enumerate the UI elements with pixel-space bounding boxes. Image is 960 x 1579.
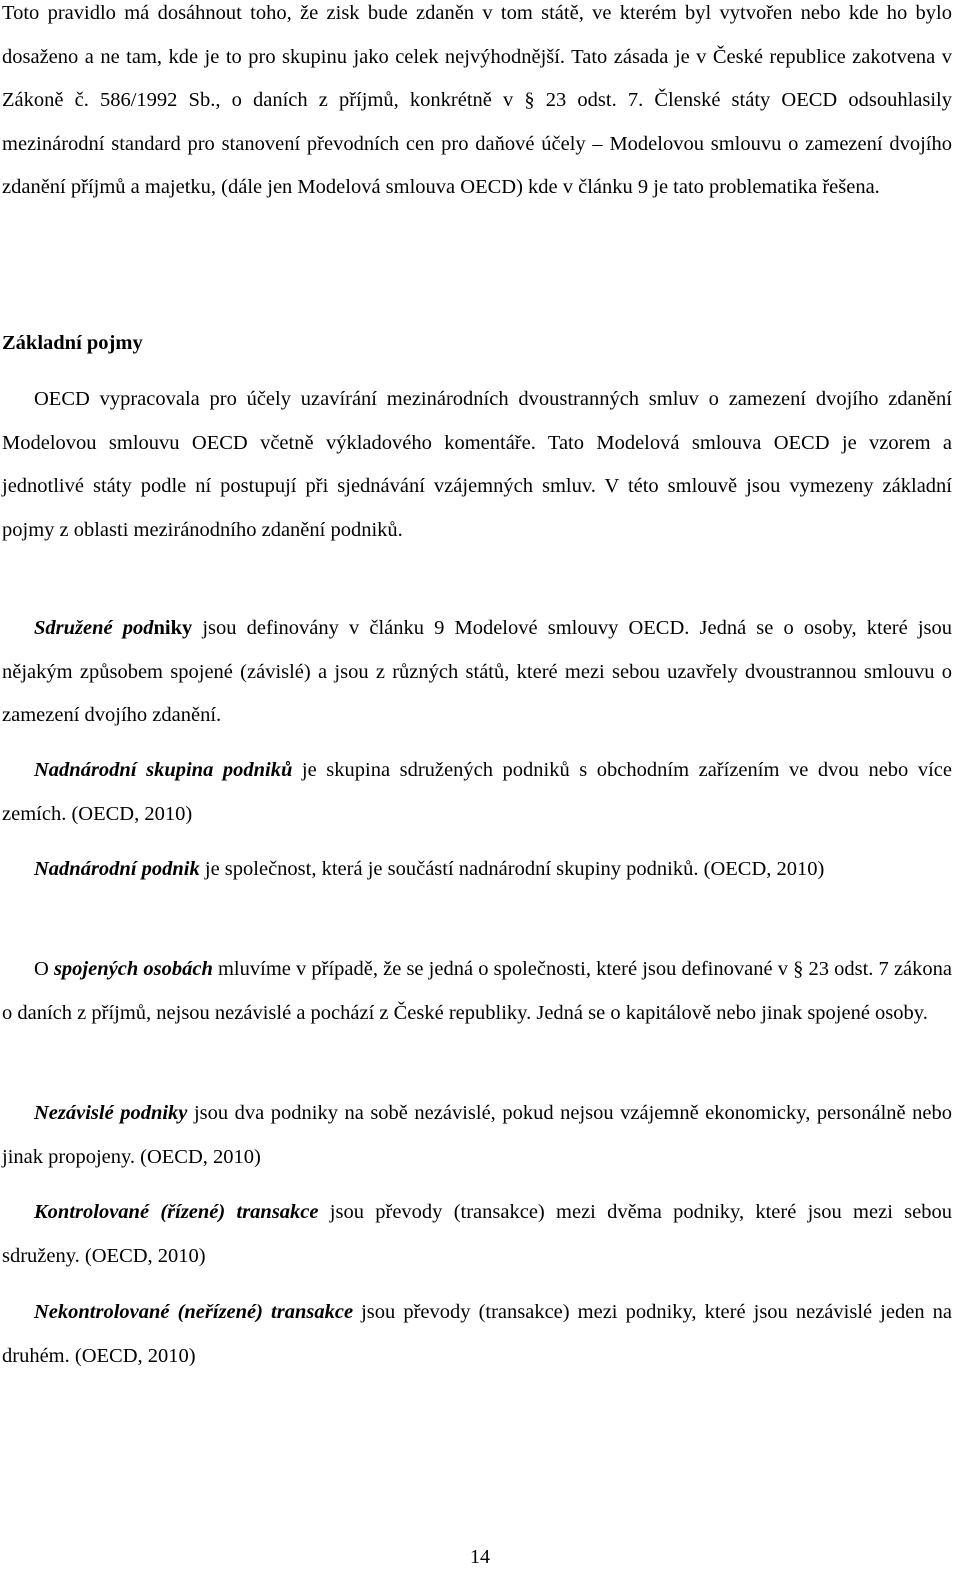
term-associated-enterprises-italic: Sdružené pod	[34, 617, 154, 639]
definition-multinational-enterprise	[2, 848, 952, 892]
term-uncontrolled-transactions: Nekontrolované (neřízené) transakce	[34, 1301, 354, 1323]
definition-independent-enterprises	[2, 1092, 952, 1179]
definition-multinational-group-text: je skupina sdružených podniků s obchodním zařízením ve dvou nebo více zemích. (OECD, 2010)	[2, 759, 952, 825]
term-multinational-enterprise: Nadnárodní podnik	[34, 858, 200, 880]
definition-multinational-group	[2, 749, 952, 836]
paragraph-oecd-model	[2, 378, 952, 552]
paragraph-intro-text: Toto pravidlo má dosáhnout toho, že zisk bude zdaněn v tom státě, ve kterém byl vytvořen nebo kde ho bylo dosaženo a ne tam, kde je to pro skupinu jako celek nejvýhodnější. Tato zásada je v České republice zakotvena v Zákoně č. 586/1992 Sb., o daních z příjmů, konkrétně v § 23 odst. 7. Členské státy OECD odsouhlasily mezinárodní standard pro stanovení převodních cen pro daňové účely – Modelovou smlouvu o zamezení dvojího zdanění příjmů a majetku, (dále jen Modelová smlouva OECD) kde v článku 9 je tato problematika řešena.	[2, 2, 952, 198]
definition-related-persons-prefix: O	[34, 958, 54, 980]
definition-associated-enterprises	[2, 607, 952, 738]
definition-multinational-enterprise-text: je společnost, která je součástí nadnárodní skupiny podniků. (OECD, 2010)	[199, 858, 825, 880]
term-related-persons: spojených osobách	[53, 958, 213, 980]
definition-uncontrolled-transactions-text: jsou převody (transakce) mezi podniky, které jsou nezávislé jeden na druhém. (OECD, 2010)	[2, 1301, 952, 1367]
page-number: 14	[470, 1546, 490, 1568]
term-independent-enterprises: Nezávislé podniky	[34, 1102, 188, 1124]
paragraph-oecd-model-text: OECD vypracovala pro účely uzavírání mezinárodních dvoustranných smluv o zamezení dvojího zdanění Modelovou smlouvu OECD včetně výkladového komentáře. Tato Modelová smlouva OECD je vzorem a jednotlivé státy podle ní postupují při sjednávání vzájemných smluv. V této smlouvě jsou vymezeny základní pojmy z oblasti meziránodního zdanění podniků.	[2, 388, 952, 541]
definition-uncontrolled-transactions	[2, 1291, 952, 1378]
definition-related-persons	[2, 948, 952, 1035]
term-associated-enterprises-bold: niky	[153, 617, 193, 639]
paragraph-intro	[2, 0, 952, 210]
term-multinational-group: Nadnárodní skupina podniků	[34, 759, 293, 781]
definition-controlled-transactions-text: jsou převody (transakce) mezi dvěma podniky, které jsou mezi sebou sdruženy. (OECD, 2010)	[2, 1201, 952, 1267]
term-controlled-transactions: Kontrolované (řízené) transakce	[34, 1201, 319, 1223]
section-heading: Základní pojmy	[2, 332, 143, 354]
definition-independent-enterprises-text: jsou dva podniky na sobě nezávislé, pokud nejsou vzájemně ekonomicky, personálně nebo jinak propojeny. (OECD, 2010)	[2, 1102, 952, 1168]
definition-associated-enterprises-text: jsou definovány v článku 9 Modelové smlouvy OECD. Jedná se o osoby, které jsou nějakým způsobem spojené (závislé) a jsou z různých států, které mezi sebou uzavřely dvoustrannou smlouvu o zamezení dvojího zdanění.	[2, 617, 953, 726]
definition-related-persons-text: mluvíme v případě, že se jedná o společnosti, které jsou definované v § 23 odst. 7 zákona o daních z příjmů, nejsou nezávislé a pochází z České republiky. Jedná se o kapitálově nebo jinak spojené osoby.	[2, 958, 952, 1024]
definition-controlled-transactions	[2, 1191, 952, 1278]
